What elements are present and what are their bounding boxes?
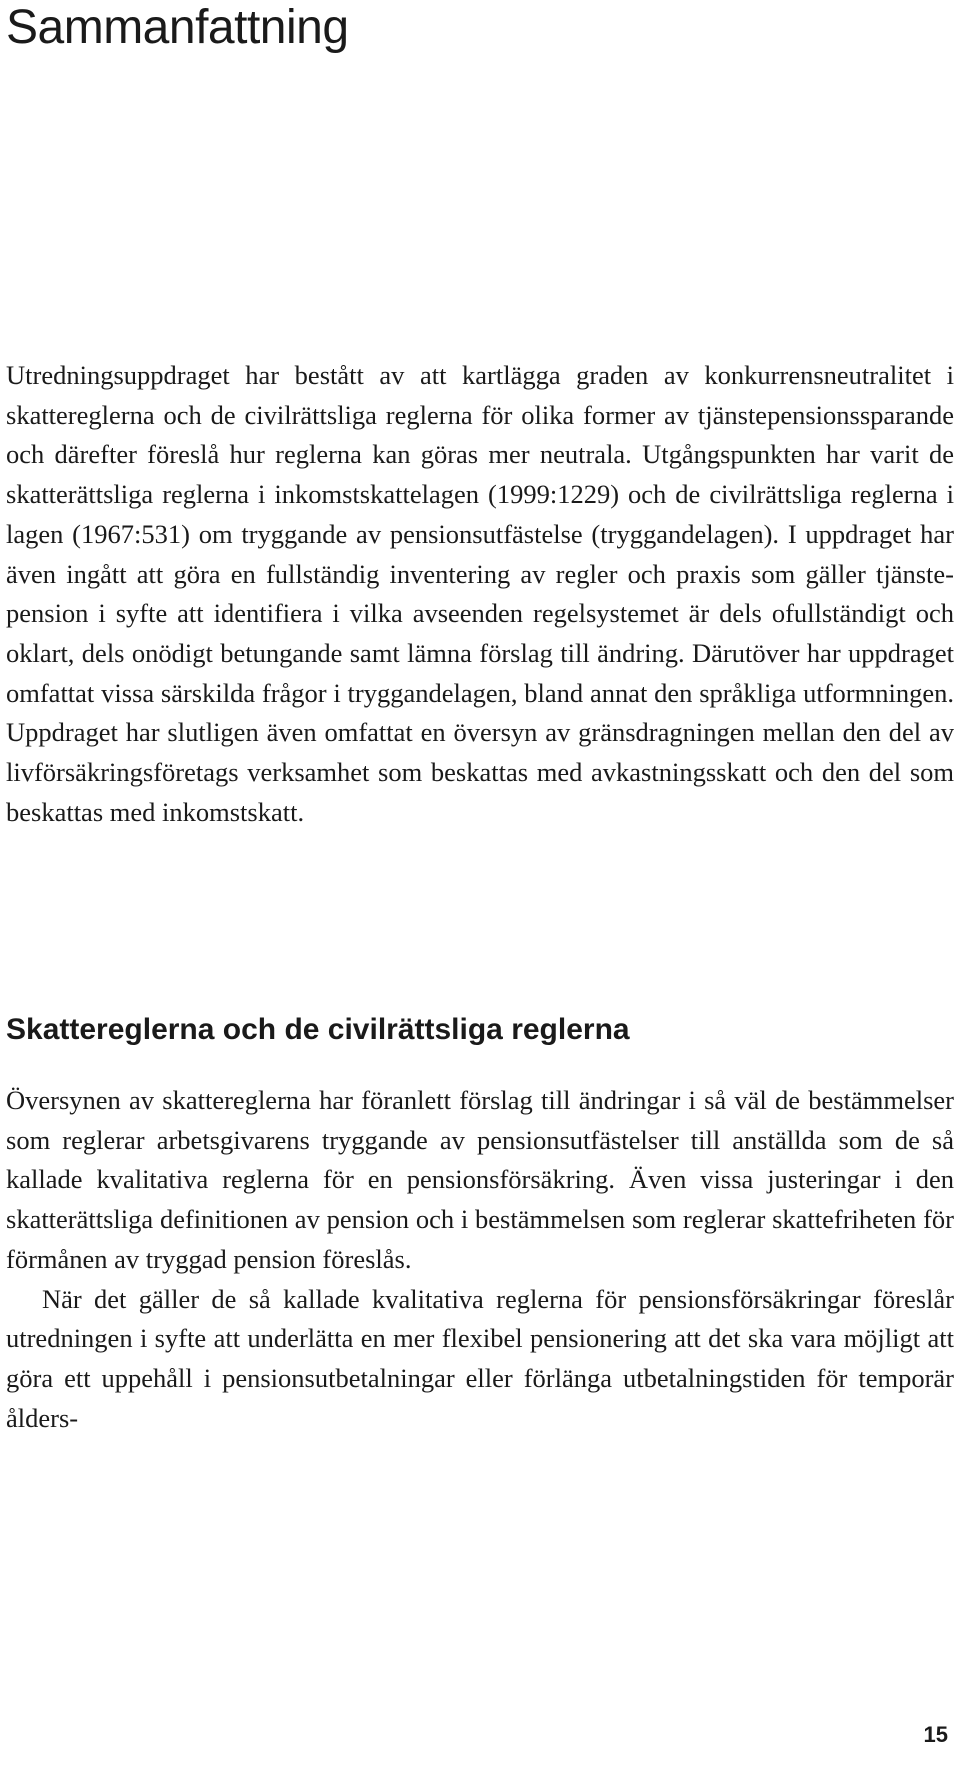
section-paragraph-2: När det gäller de så kallade kvalitativa reglerna för pensionsförsäkringar föreslår utredningen i syfte att underlätta en mer flexibel pensionering att det ska vara möjligt att göra ett uppehåll i pensionsutbetalningar eller förlänga utbetalningstiden för temporär ålders- bbox=[6, 1283, 954, 1433]
section-body bbox=[6, 1081, 954, 1438]
page-title: Sammanfattning bbox=[6, 1, 349, 54]
section-paragraph-1: Översynen av skattereglerna har föranlett förslag till ändringar i så väl de bestämmelser som reglerar arbetsgivarens tryggande av pensionsutfästelser till anställda som de så kallade kvalitativa reglerna för en pensionsförsäkring. Även vissa justeringar i den skatterättsliga definitionen av pension och i bestämmelsen som reglerar skattefriheten för förmånen av tryggad pension föreslås. bbox=[6, 1085, 954, 1274]
page-number: 15 bbox=[923, 1722, 948, 1747]
section-heading: Skattereglerna och de civilrättsliga reglerna bbox=[6, 1013, 630, 1046]
intro-paragraph: Utredningsuppdraget har bestått av att kartlägga graden av konkurrensneutralitet i skattereglerna och de civilrättsliga reglerna för olika former av tjänstepensionssparande och därefter föreslå hur reglerna kan göras mer neutrala. Utgångspunkten har varit de skatterättsliga reglerna i inkomstskattelagen (1999:1229) och de civilrättsliga reglerna i lagen (1967:531) om tryggande av pensionsutfästelse (tryggandelagen). I uppdraget har även ingått att göra en fullständig inventering av regler och praxis som gäller tjänstepension i syfte att identifiera i vilka avseenden regelsystemet är dels ofullständigt och oklart, dels onödigt betungande samt lämna förslag till ändring. Därutöver har uppdraget omfattat vissa särskilda frågor i tryggandelagen, bland annat den språkliga utformningen. Uppdraget har slutligen även omfattat en översyn av gränsdragningen mellan den del av livförsäkringsföretags verksamhet som beskattas med avkastningsskatt och den del som beskattas med inkomstskatt. bbox=[6, 360, 954, 827]
